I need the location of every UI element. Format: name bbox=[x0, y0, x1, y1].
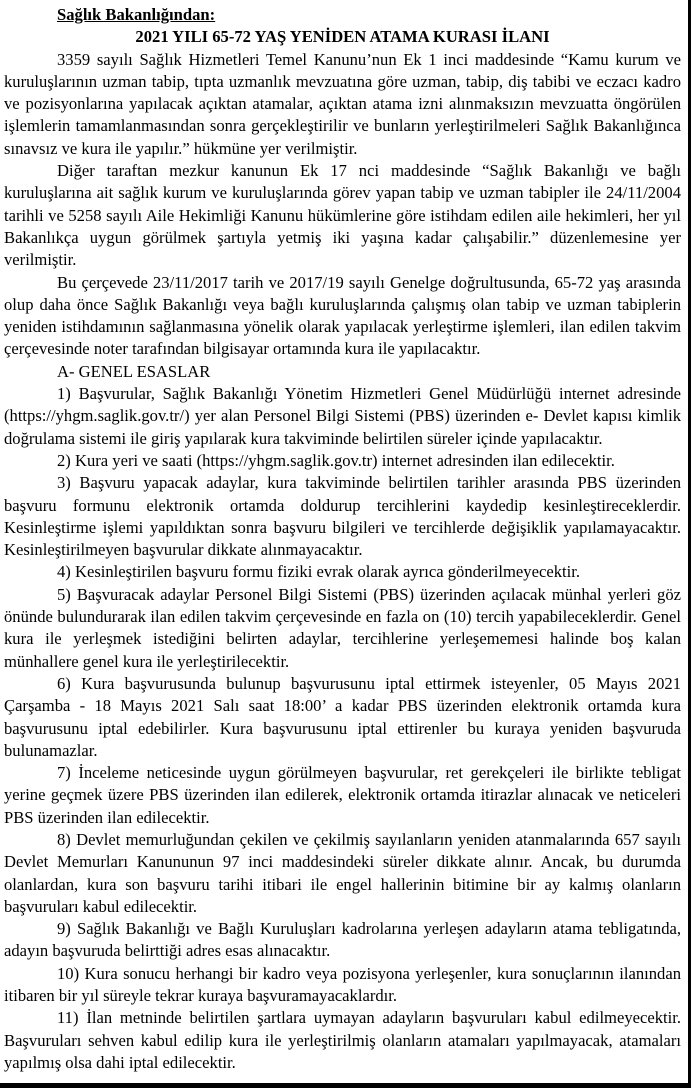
rule-item: 9) Sağlık Bakanlığı ve Bağlı Kuruluşları kadrolarına yerleşen adayların atama tebligatında, adayın başvuruda belirttiği adres esas alınacaktır. bbox=[4, 919, 681, 961]
rule-item: 1) Başvurular, Sağlık Bakanlığı Yönetim Hizmetleri Genel Müdürlüğü internet adresinde (https://yhgm.saglik.gov.tr/) yer alan Personel Bilgi Sistemi (PBS) üzerinden e- Devlet kapısı kimlik doğrulama sistemi ile giriş yapılarak kura takviminde belirtilen süreler içinde yapılacaktır. bbox=[4, 384, 681, 448]
announcement-title: 2021 YILI 65-72 YAŞ YENİDEN ATAMA KURASI İLANI bbox=[135, 27, 550, 47]
rule-item: 4) Kesinleştirilen başvuru formu fiziki evrak olarak ayrıca gönderilmeyecektir. bbox=[57, 562, 580, 582]
intro-paragraph: 3359 sayılı Sağlık Hizmetleri Temel Kanunu’nun Ek 1 inci maddesinde “Kamu kurum ve kuruluşlarının uzman tabip, tıpta uzmanlık mevzuatına göre uzman, tabip, diş tabibi ve eczacı kadro ve pozisyonlarına yapılacak açıktan atamalar, açıktan atama izni alınmaksızın mevzuatta öngörülen işlemlerin tamamlanmasından sonra gerçekleştirilir ve bunların yerleştirilmeleri Sağlık Bakanlığınca sınavsız ve kura ile yapılır.” hükmüne yer verilmiştir. bbox=[4, 49, 681, 158]
rule-item: 6) Kura başvurusunda bulunup başvurusunu iptal ettirmek isteyenler, 05 Mayıs 2021 Çarşamba - 18 Mayıs 2021 Salı saat 18:00’ a kadar PBS üzerinden elektronik ortamda kura başvurusunu iptal edebilirler. Kura başvurusunu iptal ettirenler bu kuraya yeniden başvuruda bulunamazlar. bbox=[4, 673, 681, 760]
intro-paragraph: Bu çerçevede 23/11/2017 tarih ve 2017/19 sayılı Genelge doğrultusunda, 65-72 yaş arasında olup daha önce Sağlık Bakanlığı veya bağlı kuruluşlarında çalışmış olan tabip ve uzman tabiplerin yeniden istihdamının sağlanmasına yönelik olarak yapılacak yerleştirme işlemleri, ilan edilen takvim çerçevesinde noter tarafından bilgisayar ortamında kura ile yapılacaktır. bbox=[4, 272, 681, 359]
rule-item: 8) Devlet memurluğundan çekilen ve çekilmiş sayılanların yeniden atanmalarında 657 sayılı Devlet Memurları Kanununun 97 inci maddesindeki süreler dikkate alınır. Ancak, bu durumda olanlardan, kura son başvuru tarihi itibari ile engel hallerinin bitimine bir ay kalmış olanların başvuruları kabul edilecektir. bbox=[4, 829, 681, 916]
intro-paragraph: Diğer taraftan mezkur kanunun Ek 17 nci maddesinde “Sağlık Bakanlığı ve bağlı kuruluşlarına ait sağlık kurum ve kuruluşlarında görev yapan tabip ve uzman tabipler ile 24/11/2004 tarihli ve 5258 sayılı Aile Hekimliği Kanunu hükümlerine göre istihdam edilen aile hekimleri, her yıl Bakanlıkça uygun görülmek şartıyla yetmiş iki yaşına kadar çalışabilir.” düzenlemesine yer verilmiştir. bbox=[4, 161, 681, 270]
rule-item: 10) Kura sonucu herhangi bir kadro veya pozisyona yerleşenler, kura sonuçlarının ilanından itibaren bir yıl süreyle tekrar kuraya başvuramayacaklardır. bbox=[4, 963, 681, 1006]
rule-item: 11) İlan metninde belirtilen şartlara uymayan adayların başvuruları kabul edilmeyecektir. Başvuruları sehven kabul edilip kura ile yerleştirilmiş olanların atamaları yapılmayacak, atamaları yapılmış olsa dahi iptal edilecektir. bbox=[4, 1008, 681, 1072]
announcement-body bbox=[4, 4, 681, 1074]
issuer-heading: Sağlık Bakanlığından: bbox=[57, 5, 216, 24]
section-heading: A- GENEL ESASLAR bbox=[57, 361, 211, 381]
rule-item: 3) Başvuru yapacak adaylar, kura takviminde belirtilen tarihler arasında PBS üzerinden başvuru formunu elektronik ortamda doldurup tercihlerini kaydedip kesinleştireceklerdir. Kesinleştirme işlemi yapıldıktan sonra başvuru bilgileri ve tercihlerde değişiklik yapılamayacaktır. Kesinleştirilmeyen başvurular dikkate alınmayacaktır. bbox=[4, 473, 681, 560]
rule-item: 5) Başvuracak adaylar Personel Bilgi Sistemi (PBS) üzerinden açılacak münhal yerleri göz önünde bulundurarak ilan edilen takvim çerçevesinde en fazla on (10) tercih yapabileceklerdir. Genel kura ile yerleşmek istediğini belirten adaylar, tercihlerine yerleşememesi halinde boş kalan münhallere genel kura ile yerleştirilecektir. bbox=[4, 584, 681, 671]
rule-item: 2) Kura yeri ve saati (https://yhgm.saglik.gov.tr) internet adresinden ilan edilecektir. bbox=[57, 450, 615, 470]
rule-item: 7) İnceleme neticesinde uygun görülmeyen başvurular, ret gerekçeleri ile birlikte tebligat yerine geçmek üzere PBS üzerinden ilan edilerek, elektronik ortamda itirazlar alınacak ve neticeleri PBS üzerinden ilan edilecektir. bbox=[4, 763, 681, 827]
